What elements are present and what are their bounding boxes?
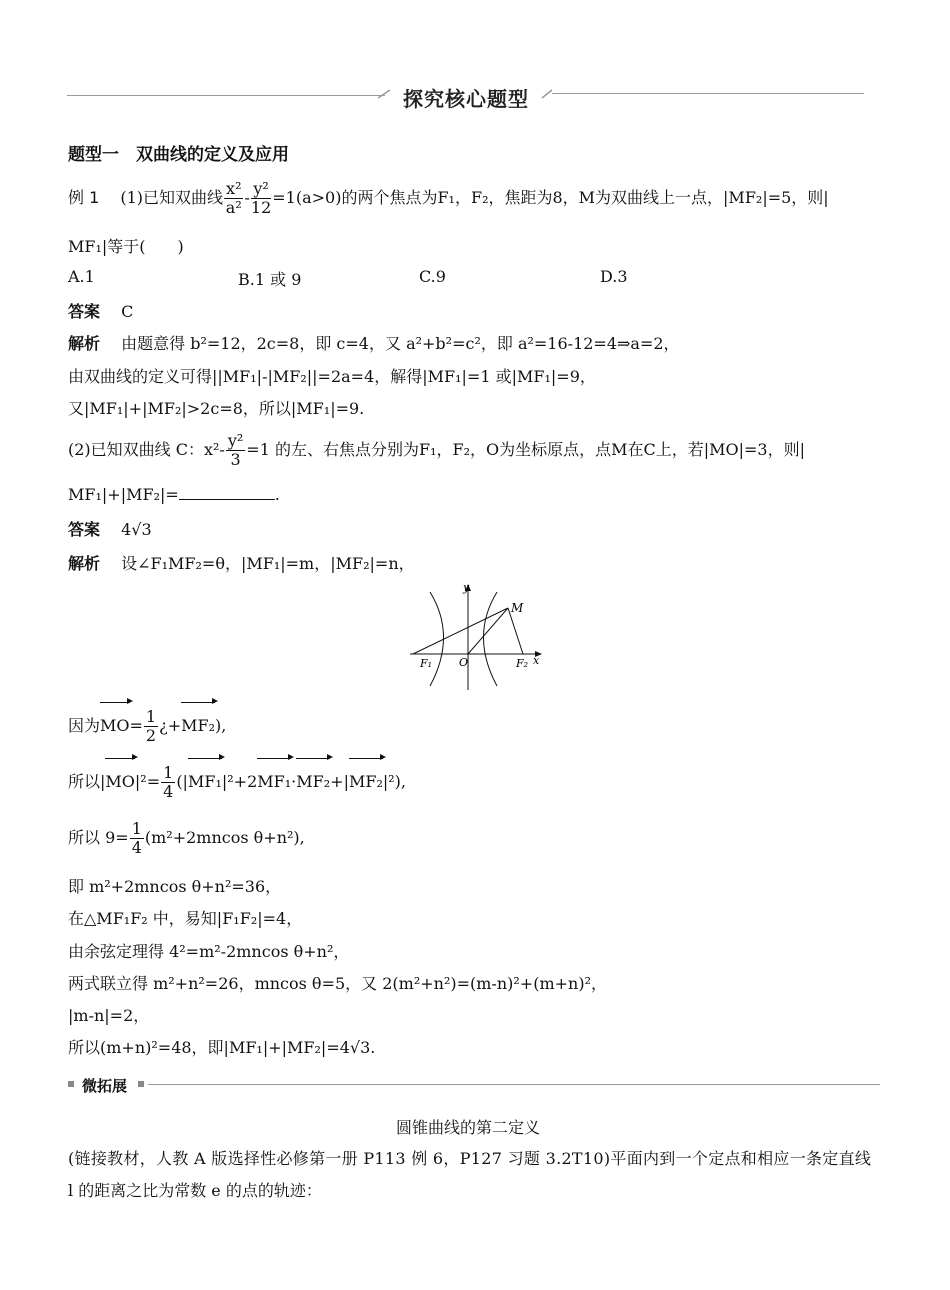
frac-y2-12: $\frac{\text{y²}}{12}$ xyxy=(250,179,272,217)
label-m: M xyxy=(511,601,524,615)
ex2-analysis-1: 解析 设∠F₁MF₂=θ，|MF₁|=m，|MF₂|=n， xyxy=(68,554,415,573)
ex1-question-line2: MF₁|等于( ) xyxy=(68,237,184,256)
label-f1: F₁ xyxy=(420,657,433,670)
frac-1-4-a: $\frac{1}{4}$ xyxy=(163,763,174,801)
ex2-step-9: 所以(m+n)²=48，即|MF₁|+|MF₂|=4√3. xyxy=(68,1038,376,1057)
label-y: y xyxy=(463,581,470,594)
ex1-analysis-1: 解析 由题意得 b²=12，2c=8，即 c=4，又 a²+b²=c²，即 a²=16-12=4⇒a=2， xyxy=(68,334,680,353)
ex2-step-1: 因为MO= $\frac{1}{2}$ ¿+MF₂), xyxy=(68,704,226,748)
segment-o-m xyxy=(468,608,508,654)
ex2-step-7: 两式联立得 m²+n²=26，mncos θ=5，又 2(m²+n²)=(m-n)²+(m+n)²， xyxy=(68,974,607,993)
frac-1-4-b: $\frac{1}{4}$ xyxy=(131,819,142,857)
ex2-step-4: 即 m²+2mncos θ+n²=36， xyxy=(68,877,282,896)
ex2-step-6: 由余弦定理得 4²=m²-2mncos θ+n²， xyxy=(68,942,350,961)
frac-x2-a2: $\frac{\text{x²}}{\text{a²}}$ xyxy=(225,179,242,217)
ex1-question-line1: 例 1 (1)已知双曲线 $\frac{\text{x²}}{\text{a²}}$ - $\frac{\text{y²}}{12}$ =1(a>0)的两个焦点为F₁，F₂，焦距为8，M为双曲线上一点，|MF₂|=5，则| xyxy=(68,179,829,217)
segment-f1-m xyxy=(413,608,508,654)
label-o: O xyxy=(459,656,469,669)
ex1-label: 例 1 xyxy=(68,188,100,207)
ext-line xyxy=(148,1084,880,1085)
header-ornament-left xyxy=(378,88,392,100)
ex2-question-line1: (2)已知双曲线 C：x²- $\frac{\text{y²}}{3}$ =1 的左、右焦点分别为F₁，F₂，O为坐标原点，点M在C上，若|MO|=3，则| xyxy=(68,431,806,469)
ex2-step-5: 在△MF₁F₂ 中，易知|F₁F₂|=4， xyxy=(68,909,303,928)
frac-y2-3: $\frac{\text{y²}}{3}$ xyxy=(227,431,244,469)
frac-1-2: $\frac{1}{2}$ xyxy=(145,707,157,745)
ext-paragraph-2: l 的距离之比为常数 e 的点的轨迹： xyxy=(68,1181,322,1200)
ex1-answer: 答案 C xyxy=(68,302,134,321)
ex1-option-a: A.1 xyxy=(68,267,95,286)
section-title: 题型一 双曲线的定义及应用 xyxy=(68,145,289,165)
ex2-step-3: 所以 9= $\frac{1}{4}$ (m²+2mncos θ+n²), xyxy=(68,819,305,857)
ex2-step-2: 所以|MO|²= $\frac{1}{4}$ (|MF₁|²+2MF₁·MF₂+|MF₂|²), xyxy=(68,760,406,804)
answer-blank xyxy=(179,485,275,500)
ex2-answer: 答案 4√3 xyxy=(68,520,152,539)
left-branch xyxy=(430,592,444,686)
header-line-right xyxy=(552,93,864,94)
ex1-text-a: (1)已知双曲线 xyxy=(120,188,224,207)
header-ornament-right xyxy=(540,88,554,100)
right-branch xyxy=(484,592,498,686)
ext-label: 微拓展 xyxy=(82,1077,128,1095)
header-title: 探究核心题型 xyxy=(403,87,529,111)
ext-title: 圆锥曲线的第二定义 xyxy=(396,1118,541,1137)
ex1-option-c: C.9 xyxy=(419,267,446,286)
ext-paragraph-1: (链接教材，人教 A 版选择性必修第一册 P113 例 6，P127 习题 3.2T10)平面内到一个定点和相应一条定直线 xyxy=(68,1149,872,1168)
ext-bullet-right xyxy=(138,1081,144,1087)
ex1-text-b: =1(a>0)的两个焦点为F₁，F₂，焦距为8，M为双曲线上一点，|MF₂|=5，则| xyxy=(272,188,829,207)
ex1-option-b: B.1 或 9 xyxy=(238,270,302,289)
ex1-analysis-2: 由双曲线的定义可得||MF₁|-|MF₂||=2a=4，解得|MF₁|=1 或|MF₁|=9， xyxy=(68,367,596,386)
header-line-left xyxy=(67,95,385,96)
ex2-step-8: |m-n|=2， xyxy=(68,1006,150,1025)
ex2-question-line2: MF₁|+|MF₂|= . xyxy=(68,485,280,504)
ex1-option-d: D.3 xyxy=(600,267,628,286)
hyperbola-figure xyxy=(405,578,550,693)
ext-bullet-left xyxy=(68,1081,74,1087)
label-f2: F₂ xyxy=(516,657,529,670)
label-x: x xyxy=(533,654,540,667)
ex1-analysis-3: 又|MF₁|+|MF₂|>2c=8，所以|MF₁|=9. xyxy=(68,399,365,418)
